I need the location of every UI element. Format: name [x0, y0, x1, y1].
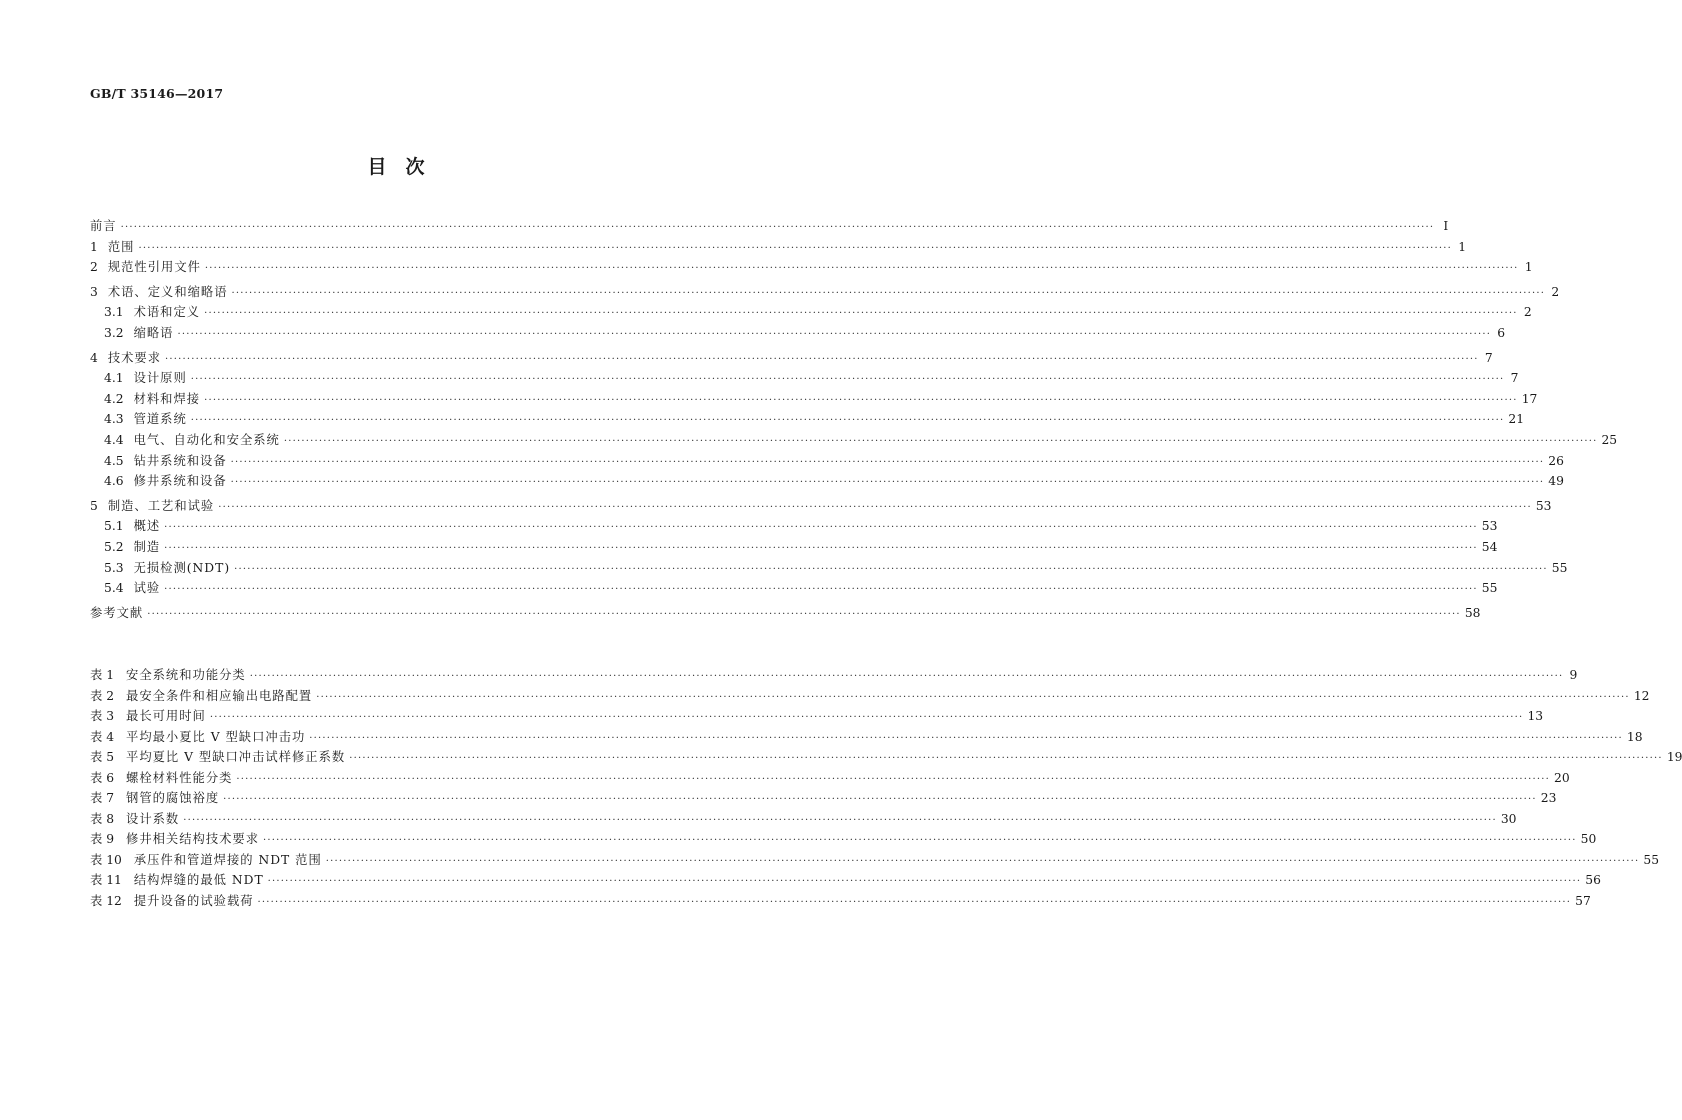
toc-table-entry[interactable]: [90, 768, 1570, 789]
toc-entry-number: 表 8: [90, 811, 115, 826]
toc-entry[interactable]: [90, 216, 1449, 237]
toc-entry-label: 平均夏比 V 型缺口冲击试样修正系数: [126, 750, 346, 764]
toc-entry-number: 2: [90, 260, 98, 275]
toc-table-entry[interactable]: [90, 870, 1601, 891]
toc-tables: [90, 665, 1682, 911]
toc-entry-number: 表 12: [90, 893, 122, 908]
toc-entry[interactable]: [90, 516, 1498, 537]
toc-entry-number: 4.5: [104, 453, 124, 468]
toc-entry-number: 表 7: [90, 791, 115, 805]
toc-entry-number: 表 1: [90, 668, 115, 682]
toc-entry-number: 表 11: [90, 873, 122, 887]
toc-entry-page: 12: [1633, 688, 1650, 703]
toc-leader-dots: ············································································································································································································································································································: [190, 415, 1505, 427]
toc-table-entry[interactable]: [90, 747, 1682, 768]
toc-entry-page: 57: [1575, 893, 1591, 908]
toc-entry-label: 安全系统和功能分类: [126, 668, 246, 682]
toc-entry-page: 55: [1481, 581, 1498, 596]
toc-entry-page: 2: [1523, 305, 1532, 320]
toc-table-entry[interactable]: [90, 706, 1544, 727]
toc-entry-number: 5: [90, 498, 98, 513]
toc-entry[interactable]: [90, 558, 1568, 579]
toc-entry-number: 4.1: [104, 371, 124, 386]
toc-entry-label: 提升设备的试验载荷: [133, 893, 254, 908]
toc-entry-page: 56: [1585, 873, 1601, 887]
toc-entry-number: 3: [90, 284, 98, 299]
toc-entry-page: 54: [1481, 539, 1498, 554]
toc-entry-page: 55: [1643, 852, 1660, 867]
toc-entry[interactable]: [90, 578, 1498, 599]
toc-entry-page: 9: [1569, 668, 1578, 682]
toc-entry-label: 范围: [107, 239, 135, 254]
toc-entry-page: 26: [1548, 453, 1564, 468]
toc-leader-dots: ············································································································································································································································································································: [230, 456, 1545, 468]
toc-entry-number: 4.2: [104, 391, 124, 406]
toc-entry-number: 5.3: [104, 560, 124, 575]
toc-entry-number: 表 9: [90, 832, 115, 846]
toc-entry-page: 53: [1535, 498, 1552, 513]
toc-entry[interactable]: [90, 409, 1525, 430]
toc-entry[interactable]: [90, 389, 1538, 410]
toc-leader-dots: ············································································································································································································································································································: [267, 876, 1582, 887]
toc-entry-page: 55: [1551, 560, 1568, 575]
toc-entry-page: 7: [1510, 371, 1519, 386]
toc-leader-dots: ············································································································································································································································································································: [209, 712, 1524, 723]
toc-entry[interactable]: [90, 496, 1552, 517]
toc-leader-dots: ············································································································································································································································································································: [349, 753, 1663, 764]
toc-entry-label: 钢管的腐蚀裕度: [126, 791, 220, 805]
toc-entry-label: 最安全条件和相应输出电路配置: [126, 688, 313, 703]
toc-entry-page: 2: [1551, 284, 1560, 299]
toc-entry[interactable]: [90, 537, 1498, 558]
toc-entry-page: 19: [1666, 750, 1682, 764]
toc-entry-label: 设计系数: [126, 811, 180, 826]
toc-leader-dots: ············································································································································································································································································································: [218, 501, 1532, 513]
toc-entry-label: 参考文献: [90, 605, 144, 620]
page-title: 目 次: [367, 156, 425, 178]
toc-leader-dots: ············································································································································································································································································································: [138, 242, 1453, 254]
toc-entry-page: 6: [1497, 325, 1506, 340]
toc-entry-number: 3.1: [104, 305, 124, 320]
toc-entry-label: 术语和定义: [133, 305, 201, 320]
toc-entry-label: 概述: [133, 519, 161, 534]
toc-entry[interactable]: [90, 430, 1618, 451]
toc-entry-number: 4: [90, 350, 98, 365]
toc-leader-dots: ············································································································································································································································································································: [223, 794, 1537, 805]
toc-leader-dots: ············································································································································································································································································································: [183, 814, 1497, 826]
toc-leader-dots: ············································································································································································································································································································: [164, 584, 1478, 596]
toc-entry[interactable]: [90, 603, 1481, 624]
toc-entry-number: 1: [90, 239, 98, 254]
toc-entry-label: 螺栓材料性能分类: [126, 770, 233, 785]
toc-entry-page: 18: [1626, 729, 1643, 744]
toc-entry-page: 1: [1458, 239, 1467, 254]
toc-entry-page: 30: [1500, 811, 1517, 826]
toc-entry[interactable]: [90, 368, 1519, 389]
toc-entry-number: 表 10: [90, 852, 122, 867]
toc-entry-label: 技术要求: [107, 350, 162, 365]
toc-leader-dots: ············································································································································································································································································································: [120, 222, 1435, 233]
toc-leader-dots: ············································································································································································································································································································: [236, 773, 1551, 785]
toc-table-entry[interactable]: [90, 665, 1578, 686]
toc-entry-number: 表 6: [90, 770, 115, 785]
toc-entry-page: 53: [1481, 519, 1498, 534]
toc-entry-page: 25: [1601, 432, 1618, 447]
toc-table-entry[interactable]: [90, 829, 1597, 850]
toc-entry-number: 4.6: [104, 474, 124, 489]
toc-entry-number: 表 3: [90, 709, 115, 723]
toc-entry-label: 最长可用时间: [126, 709, 206, 723]
toc-entry-label: 试验: [133, 581, 161, 596]
toc-leader-dots: ············································································································································································································································································································: [325, 855, 1640, 867]
toc-entry-page: I: [1443, 219, 1449, 233]
toc-table-entry[interactable]: [90, 891, 1591, 912]
toc-entry[interactable]: [90, 302, 1532, 323]
toc-entry-label: 规范性引用文件: [107, 260, 201, 275]
toc-leader-dots: ············································································································································································································································································································: [230, 477, 1545, 489]
toc-leader-dots: ············································································································································································································································································································: [249, 671, 1564, 682]
toc-entry-label: 制造、工艺和试验: [107, 498, 215, 513]
toc-entry-label: 结构焊缝的最低 NDT: [133, 873, 264, 887]
toc-entry-page: 58: [1464, 605, 1481, 620]
toc-entry-number: 4.3: [104, 412, 124, 427]
toc-entry[interactable]: [90, 323, 1506, 344]
toc-leader-dots: ············································································································································································································································································································: [190, 374, 1505, 386]
toc-leader-dots: ············································································································································································································································································································: [316, 691, 1630, 703]
toc-table-entry[interactable]: [90, 809, 1517, 830]
toc-leader-dots: ············································································································································································································································································································: [164, 522, 1478, 534]
toc-leader-dots: ············································································································································································································································································································: [147, 608, 1461, 620]
toc-entry-label: 设计原则: [133, 371, 187, 386]
toc-entry[interactable]: [90, 237, 1467, 258]
toc-entry-number: 5.2: [104, 539, 124, 554]
toc-leader-dots: ············································································································································································································································································································: [165, 353, 1479, 365]
toc-entry[interactable]: [90, 451, 1564, 472]
toc-entry-page: 49: [1548, 474, 1564, 489]
toc-sections: [90, 216, 1618, 623]
toc-entry-number: 4.4: [104, 432, 124, 447]
toc-entry-label: 制造: [133, 539, 161, 554]
toc-entry-number: 表 5: [90, 750, 115, 764]
toc-entry-label: 无损检测(NDT): [133, 560, 231, 575]
toc-entry-page: 7: [1484, 350, 1493, 365]
toc-entry-label: 平均最小夏比 V 型缺口冲击功: [126, 729, 306, 744]
toc-leader-dots: ············································································································································································································································································································: [263, 835, 1577, 846]
toc-entry-label: 缩略语: [133, 325, 174, 340]
toc-entry-page: 21: [1508, 412, 1525, 427]
toc-leader-dots: ············································································································································································································································································································: [177, 328, 1492, 340]
toc-leader-dots: ············································································································································································································································································································: [204, 263, 1519, 275]
toc-leader-dots: ············································································································································································································································································································: [234, 563, 1548, 575]
toc-entry-page: 13: [1527, 709, 1544, 723]
toc-entry-page: 23: [1540, 791, 1557, 805]
toc-entry-label: 材料和焊接: [133, 391, 201, 406]
toc-entry[interactable]: [90, 257, 1533, 278]
toc-leader-dots: ············································································································································································································································································································: [283, 435, 1598, 447]
toc-entry-number: 5.4: [104, 581, 124, 596]
toc-entry-page: 1: [1524, 260, 1533, 275]
toc-table-entry[interactable]: [90, 850, 1660, 871]
toc-entry-number: 表 2: [90, 688, 115, 703]
toc-entry[interactable]: [90, 282, 1560, 303]
toc-entry-label: 管道系统: [133, 412, 187, 427]
toc-entry-label: 承压件和管道焊接的 NDT 范围: [133, 852, 322, 867]
toc-entry-label: 前言: [90, 219, 117, 233]
toc-entry-label: 修井系统和设备: [133, 474, 227, 489]
toc-entry-number: 3.2: [104, 325, 124, 340]
toc-table-entry[interactable]: [90, 788, 1557, 809]
toc-entry-page: 50: [1580, 832, 1597, 846]
toc-entry[interactable]: [90, 348, 1493, 369]
toc-entry-number: 表 4: [90, 729, 115, 744]
toc-entry-number: 5.1: [104, 519, 124, 534]
toc-leader-dots: ············································································································································································································································································································: [257, 896, 1572, 908]
toc-leader-dots: ············································································································································································································································································································: [231, 287, 1546, 299]
toc-leader-dots: ············································································································································································································································································································: [164, 542, 1478, 554]
toc-table-entry[interactable]: [90, 686, 1650, 707]
standard-code: GB/T 35146—2017: [90, 86, 224, 101]
toc-table-entry[interactable]: [90, 727, 1643, 748]
toc-leader-dots: ············································································································································································································································································································: [204, 308, 1518, 320]
toc-entry-label: 电气、自动化和安全系统: [133, 432, 280, 447]
toc-entry-label: 钻井系统和设备: [133, 453, 227, 468]
toc-leader-dots: ············································································································································································································································································································: [309, 732, 1623, 744]
toc-entry-label: 修井相关结构技术要求: [126, 832, 260, 846]
toc-entry[interactable]: [90, 471, 1564, 492]
toc-entry-page: 17: [1521, 391, 1538, 406]
toc-entry-page: 20: [1554, 770, 1570, 785]
toc-leader-dots: ············································································································································································································································································································: [204, 394, 1518, 406]
toc-entry-label: 术语、定义和缩略语: [107, 284, 228, 299]
